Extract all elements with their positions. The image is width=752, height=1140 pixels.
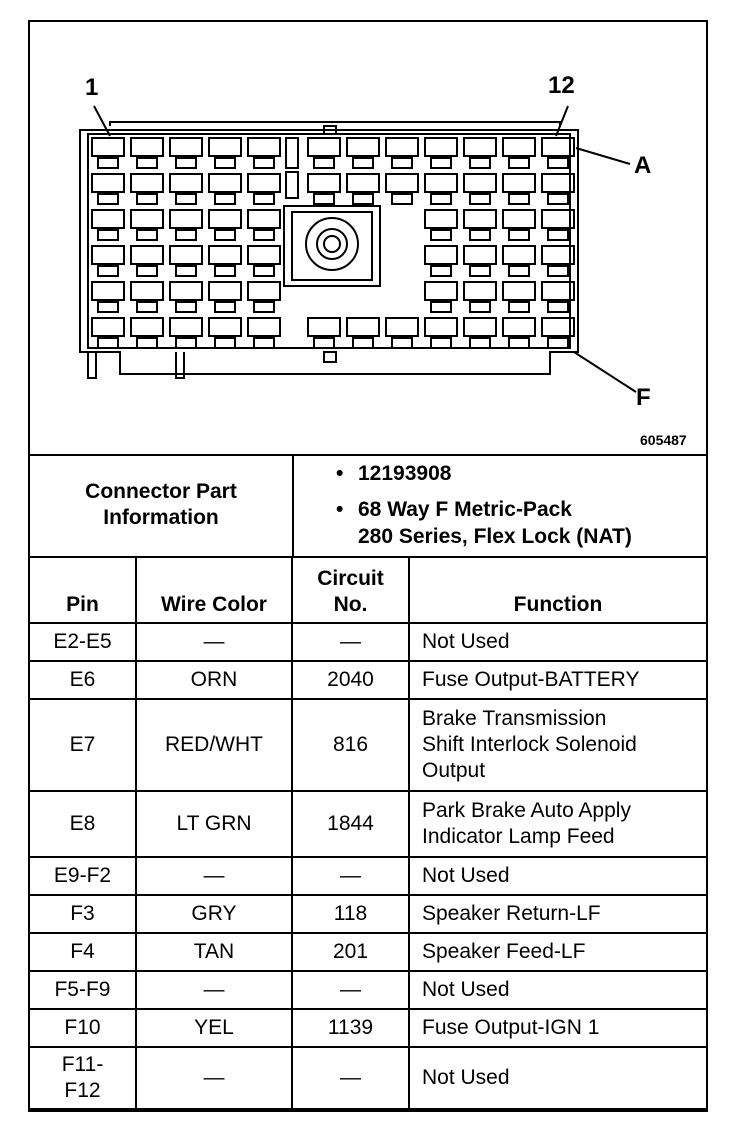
terminal-cavity (347, 318, 379, 336)
function-line: Not Used (422, 978, 510, 1001)
bottom-latch (324, 352, 336, 362)
part-info-heading-line1: Connector Part (85, 480, 237, 503)
terminal-slot (431, 338, 451, 348)
terminal-cavity (464, 246, 496, 264)
terminal-cavity (386, 318, 418, 336)
table-row (30, 661, 706, 699)
wire-color-cell: ORN (136, 661, 292, 699)
circuit-cell: — (292, 971, 409, 1009)
terminal-slot (215, 302, 235, 312)
terminal-slot (548, 158, 568, 168)
part-number-item (330, 460, 706, 487)
terminal-cavity (92, 318, 124, 336)
terminal-cavity (308, 138, 340, 156)
circuit-cell: 816 (292, 699, 409, 791)
wire-color-cell: GRY (136, 895, 292, 933)
function-line: Park Brake Auto Apply (422, 799, 631, 822)
wire-color-cell: — (136, 971, 292, 1009)
wire-color-cell: — (136, 1047, 292, 1109)
terminal-slot (137, 302, 157, 312)
function-line: Output (422, 759, 486, 782)
terminal-slot (548, 338, 568, 348)
bullet-icon: • (336, 498, 344, 521)
terminal-slot (176, 302, 196, 312)
function-cell (409, 857, 706, 895)
pinout-table (30, 556, 706, 1110)
terminal-slot (314, 338, 334, 348)
circuit-header (292, 557, 409, 623)
terminal-slot (215, 194, 235, 204)
terminal-cavity (92, 174, 124, 192)
terminal-cavity (170, 246, 202, 264)
terminal-slot (548, 194, 568, 204)
divider-strip (286, 138, 298, 168)
function-line: Not Used (422, 630, 510, 653)
terminal-cavity (170, 318, 202, 336)
terminal-slot (353, 338, 373, 348)
terminal-cavity (248, 246, 280, 264)
terminal-cavity (425, 318, 457, 336)
terminal-slot (548, 266, 568, 276)
circuit-cell: — (292, 1047, 409, 1109)
table-row (30, 933, 706, 971)
terminal-slot (137, 194, 157, 204)
terminal-slot (509, 302, 529, 312)
terminal-slot (548, 230, 568, 240)
connector-diagram (30, 22, 706, 456)
function-header: Function (409, 557, 706, 623)
terminal-slot (392, 338, 412, 348)
function-cell (409, 933, 706, 971)
row-a-label: A (634, 152, 652, 179)
terminal-slot (254, 158, 274, 168)
terminal-slot (431, 266, 451, 276)
table-row (30, 1009, 706, 1047)
function-cell (409, 699, 706, 791)
wire-color-cell: LT GRN (136, 791, 292, 857)
terminal-cavity (503, 282, 535, 300)
terminal-cavity (92, 210, 124, 228)
function-line: Fuse Output-BATTERY (422, 668, 640, 691)
pin-value: E9-F2 (53, 864, 112, 887)
pin-cell (30, 661, 136, 699)
part-number: 12193908 (358, 462, 452, 485)
terminal-cavity (92, 282, 124, 300)
jack-screw-inner-icon (317, 229, 347, 259)
terminal-slot (254, 230, 274, 240)
terminal-slot (470, 158, 490, 168)
part-info-heading (30, 454, 294, 556)
figure-number: 605487 (640, 432, 687, 448)
terminal-cavity (170, 138, 202, 156)
terminal-slot (215, 158, 235, 168)
terminal-cavity (131, 210, 163, 228)
terminal-cavity (425, 210, 457, 228)
function-line: Speaker Feed-LF (422, 940, 586, 963)
terminal-slot (215, 266, 235, 276)
terminal-cavity (464, 138, 496, 156)
terminal-cavity (308, 318, 340, 336)
pin-value: F4 (70, 940, 95, 963)
terminal-cavity (209, 246, 241, 264)
terminal-cavity (503, 318, 535, 336)
pin-value: F11- (61, 1053, 104, 1076)
terminal-slot (98, 302, 118, 312)
circuit-cell: 118 (292, 895, 409, 933)
terminal-cavity (131, 246, 163, 264)
circuit-cell: — (292, 623, 409, 661)
terminal-slot (392, 194, 412, 204)
terminal-cavity (464, 174, 496, 192)
terminal-cavity (464, 210, 496, 228)
terminal-slot (176, 194, 196, 204)
terminal-cavity (386, 174, 418, 192)
terminal-slot (470, 302, 490, 312)
terminal-slot (254, 266, 274, 276)
function-cell (409, 661, 706, 699)
terminal-slot (137, 158, 157, 168)
part-info-heading-line2: Information (103, 506, 219, 529)
circuit-header-line2: No. (333, 593, 368, 616)
terminal-cavity (425, 174, 457, 192)
wire-color-cell: — (136, 857, 292, 895)
pin-cell (30, 791, 136, 857)
row-f-leader (574, 352, 636, 392)
function-line: Not Used (422, 1066, 510, 1089)
terminal-slot (215, 230, 235, 240)
pin-value: F10 (64, 1016, 101, 1039)
terminal-cavity (170, 282, 202, 300)
jack-screw-icon (306, 218, 358, 270)
terminal-slot (431, 230, 451, 240)
connector-sheet (28, 20, 708, 1112)
terminal-cavity (347, 174, 379, 192)
terminal-slot (98, 194, 118, 204)
terminal-cavity (464, 318, 496, 336)
table-row (30, 895, 706, 933)
terminal-slot (176, 266, 196, 276)
terminal-slot (470, 230, 490, 240)
terminal-cavity (170, 210, 202, 228)
terminal-slot (137, 230, 157, 240)
circuit-cell: 1139 (292, 1009, 409, 1047)
pin-cell (30, 933, 136, 971)
terminal-slot (431, 194, 451, 204)
terminal-slot (98, 230, 118, 240)
terminal-cavity (347, 138, 379, 156)
terminal-slot (509, 338, 529, 348)
terminal-cavity (503, 138, 535, 156)
terminal-cavity (248, 174, 280, 192)
pin-1-label: 1 (85, 74, 99, 101)
pinout-header-row (30, 557, 706, 623)
function-line: Not Used (422, 864, 510, 887)
terminal-slot (431, 158, 451, 168)
terminal-slot (509, 266, 529, 276)
table-row (30, 699, 706, 791)
terminal-cavity (248, 210, 280, 228)
terminal-slot (431, 302, 451, 312)
circuit-header-line1: Circuit (317, 567, 384, 590)
part-description-line2: 280 Series, Flex Lock (NAT) (358, 525, 632, 548)
function-cell (409, 971, 706, 1009)
divider-strip (286, 172, 298, 198)
terminal-cavity (131, 174, 163, 192)
terminal-slot (509, 158, 529, 168)
terminal-cavity (209, 318, 241, 336)
terminal-slot (353, 158, 373, 168)
pin-value: F12 (64, 1079, 101, 1102)
terminal-slot (509, 194, 529, 204)
terminal-slot (470, 194, 490, 204)
function-line: Shift Interlock Solenoid (422, 733, 637, 756)
terminal-slot (98, 338, 118, 348)
function-line: Speaker Return-LF (422, 902, 601, 925)
wire-color-header: Wire Color (136, 557, 292, 623)
terminal-slot (353, 194, 373, 204)
circuit-cell: 1844 (292, 791, 409, 857)
terminal-slot (548, 302, 568, 312)
function-line: Fuse Output-IGN 1 (422, 1016, 600, 1039)
wire-color-cell: — (136, 623, 292, 661)
terminal-cavity (209, 174, 241, 192)
pin-cell (30, 857, 136, 895)
terminal-slot (254, 302, 274, 312)
table-row (30, 623, 706, 661)
pin-cell (30, 1009, 136, 1047)
table-row (30, 971, 706, 1009)
function-line: Indicator Lamp Feed (422, 825, 615, 848)
terminal-cavity (92, 138, 124, 156)
terminal-cavity (209, 210, 241, 228)
table-row (30, 857, 706, 895)
pin-12-label: 12 (548, 72, 575, 99)
terminal-cavity (425, 138, 457, 156)
pin-value: E6 (69, 668, 96, 691)
terminal-slot (98, 158, 118, 168)
terminal-cavity (131, 282, 163, 300)
connector-part-info (30, 454, 706, 558)
terminal-slot (470, 338, 490, 348)
function-cell (409, 895, 706, 933)
wire-color-cell: RED/WHT (136, 699, 292, 791)
row-a-leader (576, 148, 630, 164)
terminal-slot (215, 338, 235, 348)
terminal-slot (98, 266, 118, 276)
terminal-cavity (131, 318, 163, 336)
terminal-cavity (425, 282, 457, 300)
wire-color-cell: YEL (136, 1009, 292, 1047)
terminal-cavity (209, 282, 241, 300)
pin-value: E2-E5 (53, 630, 112, 653)
terminal-cavity (248, 318, 280, 336)
terminal-slot (176, 230, 196, 240)
function-cell (409, 623, 706, 661)
function-cell (409, 1009, 706, 1047)
function-cell (409, 791, 706, 857)
terminal-cavity (425, 246, 457, 264)
pin-cell (30, 623, 136, 661)
terminal-cavity (170, 174, 202, 192)
terminal-slot (470, 266, 490, 276)
connector-inner-frame (88, 134, 570, 348)
part-description-item (330, 496, 706, 550)
terminal-slot (254, 194, 274, 204)
pin-cell (30, 895, 136, 933)
terminal-cavity (503, 174, 535, 192)
terminal-slot (314, 158, 334, 168)
pin-cell (30, 699, 136, 791)
terminal-cavity (248, 282, 280, 300)
pin-value: F3 (70, 902, 95, 925)
part-info-details (330, 460, 706, 550)
pin-cell (30, 971, 136, 1009)
terminal-cavity (92, 246, 124, 264)
pin-cell (30, 1047, 136, 1109)
wire-color-cell: TAN (136, 933, 292, 971)
pin-1-leader (94, 106, 110, 136)
terminal-cavity (248, 138, 280, 156)
bullet-icon: • (336, 462, 344, 485)
terminal-cavity (131, 138, 163, 156)
terminal-cavity (308, 174, 340, 192)
terminal-slot (176, 158, 196, 168)
connector-face-drawing (30, 22, 706, 454)
terminal-slot (509, 230, 529, 240)
terminal-cavity (386, 138, 418, 156)
terminal-slot (137, 338, 157, 348)
pin-value: E8 (69, 812, 96, 835)
pin-value: F5-F9 (54, 978, 111, 1001)
pin-header: Pin (30, 557, 136, 623)
terminal-cavity (503, 210, 535, 228)
pin-value: E7 (69, 733, 96, 756)
terminal-slot (254, 338, 274, 348)
terminal-cavity (209, 138, 241, 156)
table-row (30, 791, 706, 857)
jack-screw-hole-icon (324, 236, 340, 252)
circuit-cell: 2040 (292, 661, 409, 699)
terminal-slot (176, 338, 196, 348)
part-description-line1: 68 Way F Metric-Pack (358, 498, 572, 521)
table-row (30, 1047, 706, 1109)
circuit-cell: 201 (292, 933, 409, 971)
terminal-slot (137, 266, 157, 276)
terminal-slot (392, 158, 412, 168)
circuit-cell: — (292, 857, 409, 895)
terminal-cavity (464, 282, 496, 300)
function-line: Brake Transmission (422, 707, 607, 730)
row-f-label: F (636, 384, 651, 411)
function-cell (409, 1047, 706, 1109)
terminal-cavity (503, 246, 535, 264)
terminal-slot (314, 194, 334, 204)
